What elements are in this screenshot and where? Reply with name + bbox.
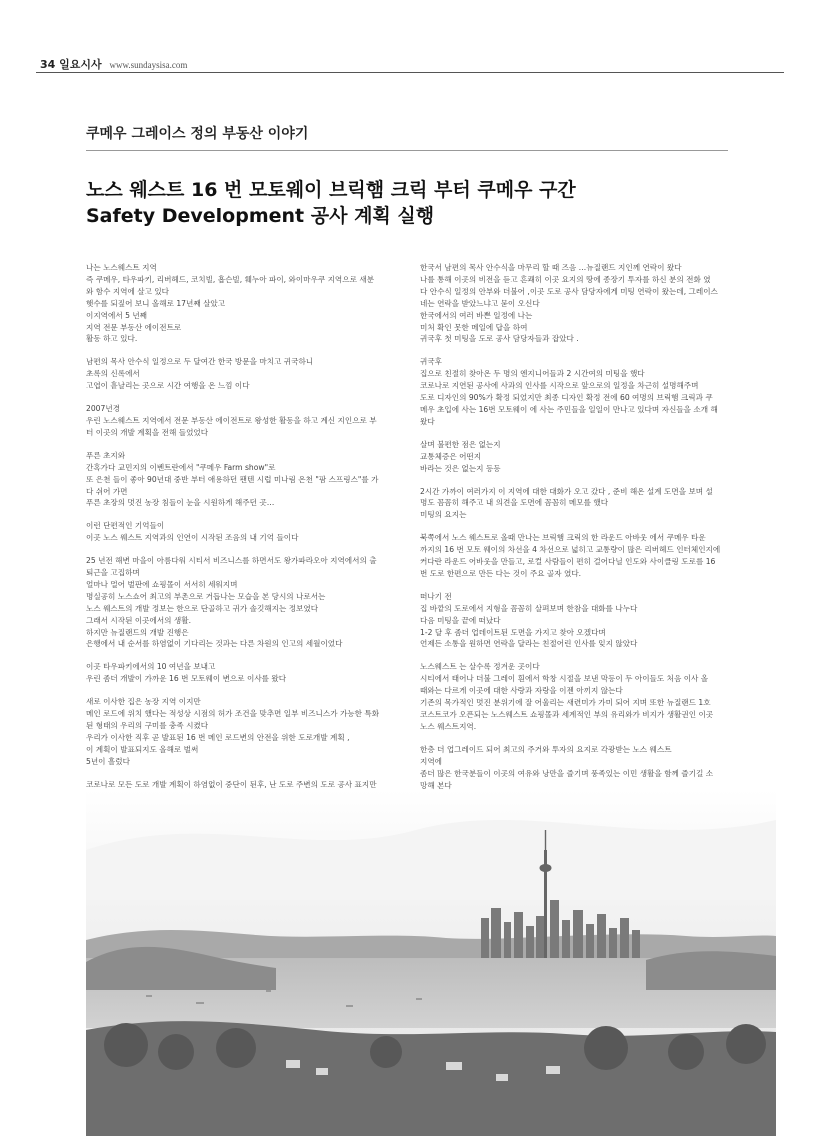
article-text-line: 5년이 흘렀다 [86,756,130,766]
article-paragraph [420,591,738,651]
article-text-line: 메우 초입에 사는 16번 모토웨이 에 사는 주민들을 일일이 만나고 있다며 자신들을 소개 해 [420,404,718,414]
article-text-line: 귀국후 첫 미팅을 도로 공사 담당자들과 잡았다 . [420,334,579,344]
article-text-line: 새로 이사한 집은 농장 지역 이지만 [86,697,201,707]
article-text-line: 노스 웨스트지역. [420,721,477,731]
article-text-line: 얼마나 멀어 벌판에 쇼핑몰이 서서히 세워지며 [86,579,238,589]
article-text-line: 커다란 라운드 어바웃을 만들고, 로컬 사람들이 편히 걸어다닐 인도와 사이클링 도로를 16 [420,557,716,567]
article-text-line: 이곳 타우파키에서의 10 여년을 보내고 [86,662,216,672]
article-text-line: 명실공히 노스쇼어 최고의 부촌으로 거듭나는 모습을 본 당시의 나로서는 [86,591,326,601]
article-text-line: 이 계획이 발표되지도 올해로 벌써 [86,744,199,754]
publication-name: 일요시사 [59,58,102,71]
article-text-line: 망해 본다 [420,780,452,790]
article-text-line: 한국서 남편의 목사 안수식을 마무리 할 때 즈음 …뉴질랜드 지인께 연락이 왔다 [420,263,682,272]
article-text-line: 하지만 뉴질랜드의 개발 진행은 [86,627,189,637]
article-text-line: 지역 전문 부동산 에이전트로 [86,322,182,332]
article-text-line: 이런 단편적인 기억들이 [86,521,165,531]
article-text-line: 번 도로 한편으로 만든 다는 것이 주요 골자 였다. [420,568,582,578]
article-text-line: 언제든 소통을 원하면 연락을 달라는 친절어린 인사를 잊지 않았다 [420,639,638,649]
article-text-line: 명도 꼼꼼히 해주고 내 의견을 도면에 꼼꼼히 메모를 했다 [420,498,609,508]
article-text-line: 고엽이 흩날리는 곳으로 시간 여행을 온 느낌 이다 [86,381,250,391]
article-paragraph [86,555,404,650]
article-text-line: 된 형태의 우리의 구미를 충족 시켰다 [86,721,209,730]
article-paragraph [86,696,404,767]
article-text-line: 다 쉬어 가면 [86,486,128,496]
article-text-line: 지역에 [420,756,443,766]
article-text-line: 노스웨스트 는 살수록 정겨운 곳이다 [420,662,540,672]
article-text-line: 까지의 16 번 모토 웨이의 차선을 4 차선으로 넓히고 교통량이 많은 리버헤드 인터체인지에 [420,545,721,555]
article-text-line: 미팅의 요지는 [420,510,467,520]
article-text-line: 다 안수식 일정의 안부와 더불어 ,이곳 도로 공사 담당자에게 미팅 연락이 왔는데, 그레이스 [420,286,718,296]
article-paragraph [420,744,738,792]
article-text-line: 나는 노스웨스트 지역 [86,263,157,272]
article-text-line: 집으로 친절히 찾아온 두 명의 엔지니어들과 2 시간여의 미팅을 했다 [420,369,645,379]
photo-foreground-hillside [86,1021,776,1136]
article-text-line: 초록의 신록에서 [86,369,140,379]
article-paragraph [86,520,404,544]
article-paragraph [86,403,404,439]
header-rule [36,72,784,73]
article-text-line: 네는 연락을 받았느냐고 묻이 오신다 [420,298,540,308]
article-text-line: 우리가 이사한 직후 곧 발표된 16 번 메인 로드변의 안전을 위한 도로개발 계획 , [86,732,350,742]
article-text-line: 귀국후 [420,357,443,367]
article-text-line: 2007년경 [86,404,120,414]
article-text-line: 메인 로드에 위치 했다는 적성상 시점의 허가 조건을 맞추면 일부 비즈니스가 가능한 특화 [86,709,380,719]
article-text-line: 간혹가다 교민지의 이벤트란에서 "쿠메우 Farm show"로 [86,462,276,472]
article-text-line: 코로나로 모든 도로 개발 계획이 하염없이 중단이 된후, 난 도로 주변의 도로 공사 표지만 [86,779,377,789]
article-text-line: 이곳 노스 웨스트 지역과의 인연이 시작된 조음의 내 기억 들이다 [86,533,299,543]
article-text-line: 남편의 목사 안수식 일정으로 두 달여간 한국 방문을 마치고 귀국하니 [86,357,314,367]
article-text-line: 한층 더 업그레이드 되어 최고의 주거와 투자의 요지로 각광받는 노스 웨스트 [420,744,672,754]
article-text-line: 기존의 목가적인 멋진 분위기에 잘 어울리는 새련미가 가미 되어 지며 또한 뉴질랜드 1호 [420,698,711,708]
article-text-line: 푸른 초장의 멋진 농장 침들이 눈을 시원하게 해주던 곳… [86,498,275,508]
article-text-line: 살며 불편한 점은 없는지 [420,439,501,449]
article-text-line: 떠나기 전 [420,591,452,601]
article-text-line: 시티에서 태어나 더불 그레이 흰에서 학창 시절을 보낸 막등이 두 아이들도 처음 이사 올 [420,674,709,684]
article-text-line: 와 함수 지역에 살고 있다 [86,286,170,296]
article-text-line: 한국에서의 여러 바쁜 일정에 나는 [420,310,533,320]
article-text-line: 이지역에서 5 년째 [86,310,148,320]
article-paragraph [420,439,738,475]
article-text-line: 교통체증은 어떤지 [420,451,482,461]
article-paragraph [86,262,404,345]
article-paragraph [86,661,404,685]
article-text-line: 우린 좀더 개발이 가까운 16 번 모토웨이 변으로 이사를 왔다 [86,674,287,684]
article-text-line: 왔다 [420,416,435,426]
article-text-line: 집 바깥의 도로에서 지형을 꼼꼼히 살펴보며 한참을 대화를 나누다 [420,603,638,613]
article-text-line: 미처 확인 못한 메일에 답을 하여 [420,322,528,332]
article-paragraph [420,356,738,427]
article-paragraph [420,661,738,732]
article-text-line: 푸른 초지와 [86,450,126,460]
article-paragraph [86,356,404,392]
article-text-line: 또 은천 들이 좋아 90년대 중반 부터 애용하던 팬텐 시럽 미나림 온천 "팜 스프링스"를 가 [86,474,379,484]
article-text-line: 1-2 달 후 좀더 업데이트된 도면을 가지고 찾아 오겠다며 [420,627,606,637]
article-text-line: 나를 통해 이곳의 비전을 듣고 흔쾌히 이곳 요지의 땅에 종장기 투자를 하신 분의 전화 였 [420,274,711,284]
right-column [420,262,738,802]
article-text-line: 25 년전 해변 마을이 아름다워 시티서 비즈니스를 하면서도 왕가파라오아 지역에서의 출 [86,556,377,566]
article-paragraph [86,450,404,510]
article-text-line: 좀더 많은 한국분들이 이곳의 여유와 낭만을 즐기며 풍족있는 이민 생활을 함께 즐기길 소 [420,768,714,778]
article-headline [86,177,576,229]
article-text-line: 그래서 시작된 이곳에서의 생활. [86,615,192,625]
article-text-line: 퇴근을 고집하며 [86,568,140,578]
article-paragraph [420,486,738,522]
article-text-line: 노스 웨스트의 개발 정보는 한으로 단골하고 귀가 솔깃해지는 정보였다 [86,603,319,613]
article-text-line: 햇수를 되짚어 보니 올해로 17년째 살았고 [86,298,226,308]
headline-line-1: 노스 웨스트 16 번 모토웨이 브릭햄 크릭 부터 쿠메우 구간 [86,179,576,201]
article-text-line: 코로나로 지연된 공사에 사과의 인사를 시작으로 앞으로의 일정을 차근히 설명해주며 [420,381,699,391]
article-text-line: 은행에서 내 순서를 하염없이 기다리는 것과는 다른 차원의 인고의 세월이었다 [86,639,343,649]
article-text-line: 다음 미팅을 끝에 떠났다 [420,615,501,625]
article-text-line: 북쪽에서 노스 웨스트로 올때 만나는 브릭햄 크릭의 한 라운드 아바웃 에서 쿠메우 타운 [420,533,706,543]
article-text-line: 도로 디자인의 90%가 확정 되었지만 최종 디자인 확정 전에 60 여명의 브릭햄 크릭과 쿠 [420,393,713,403]
article-text-line: 코스트코가 오픈되는 노스웨스트 쇼핑몰과 세계적인 부의 유리와가 비지가 생활권인 이곳 [420,710,714,719]
article-text-line: 바라는 것은 없는지 등등 [420,463,501,473]
headline-line-2: Safety Development 공사 계획 실행 [86,205,435,227]
article-paragraph [420,532,738,580]
series-title: 쿠메우 그레이스 정의 부동산 이야기 [86,126,309,142]
article-paragraph [420,262,738,345]
article-text-line: 때와는 다르게 이곳에 대한 사랑과 자랑을 이젠 아끼지 않는다 [420,686,623,696]
article-text-line: 우린 노스웨스트 지역에서 전문 부동산 에이전트로 왕성한 활동을 하고 계신 지인으로 부 [86,415,377,425]
page-folio [40,56,187,72]
article-text-line: 터 이곳의 개발 계획을 전해 들었었다 [86,427,209,437]
article-text-line: 즉 쿠메우, 타우파키, 리버헤드, 코치빌, 흡슨빌, 훼누아 파이, 와이마우쿠 지역으로 새분 [86,274,375,284]
article-text-line: 활동 하고 있다. [86,334,138,344]
publication-url: www.sundaysisa.com [109,60,188,70]
auckland-skyline-photo [86,790,776,1136]
article-text-line: 2시간 가까이 여러가지 이 지역에 대한 대화가 오고 갔다 , 준비 해온 설계 도면을 보며 설 [420,486,713,496]
series-rule [86,150,728,151]
page-number: 34 [40,58,56,71]
